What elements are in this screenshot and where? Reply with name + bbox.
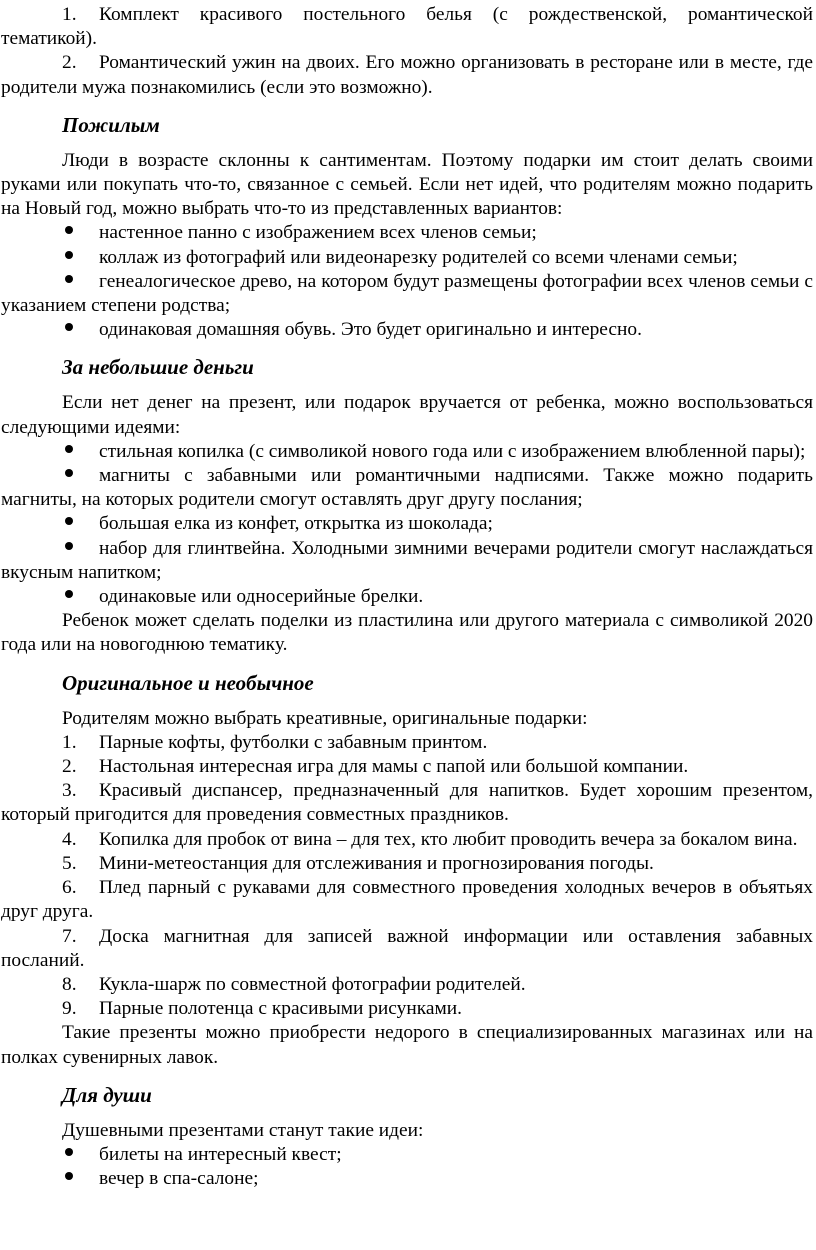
list-text: Комплект красивого постельного белья (с рождественской, романтической тематикой). [1,4,813,50]
list-text: Плед парный с рукавами для совместного проведения холодных вечеров в объятьях друг друга. [1,877,813,923]
list-text: Романтический ужин на двоих. Его можно организовать в ресторане или в месте, где родители мужа познакомились (если это возможно). [1,52,813,98]
list-text: Парные кофты, футболки с забавным принтом. [99,731,488,753]
top-list-item [1,51,813,99]
bullet-text: вечер в спа-салоне; [99,1168,259,1190]
bullet-text: одинаковая домашняя обувь. Это будет оригинально и интересно. [99,319,642,341]
list-number: 4. [62,828,77,850]
bullet-item [1,585,813,609]
bullet-text: большая елка из конфет, открытка из шоколада; [99,513,493,535]
numbered-item [1,925,813,973]
list-number: 3. [62,780,77,802]
list-number: 5. [62,852,77,874]
list-text: Мини-метеостанция для отслеживания и прогнозирования погоды. [99,852,654,874]
list-number: 1. [62,4,77,25]
list-text: Кукла-шарж по совместной фотографии родителей. [99,973,526,995]
bullet-item [1,537,813,585]
list-number: 9. [62,998,77,1020]
list-text: Копилка для пробок от вина – для тех, кто любит проводить вечера за бокалом вина. [99,828,798,850]
list-number: 8. [62,973,77,995]
list-number: 2. [62,52,77,74]
list-text: Доска магнитная для записей важной информации или оставления забавных посланий. [1,925,813,971]
section-heading-elderly: Пожилым [62,112,160,137]
section-outro: Такие презенты можно приобрести недорого в специализированных магазинах или на полках сувенирных лавок. [1,1022,813,1068]
section-outro: Ребенок может сделать поделки из пластилина или другого материала с символикой 2020 года или на новогоднюю тематику. [1,610,813,656]
bullet-item [1,1167,813,1191]
numbered-item [1,828,813,852]
numbered-item [1,731,813,755]
section-intro: Люди в возрасте склонны к сантиментам. Поэтому подарки им стоит делать своими руками или покупать что-то, связанное с семьей. Если нет идей, что родителям можно подарить на Новый год, можно выбрать что-то из представленных вариантов: [1,149,813,220]
bullet-text: одинаковые или односерийные брелки. [99,586,424,608]
bullet-item [1,440,813,464]
section-heading-cheap: За небольшие деньги [62,355,254,380]
top-list-item [1,3,813,51]
bullet-item [1,464,813,512]
bullet-item [1,270,813,318]
list-text: Красивый диспансер, предназначенный для напитков. Будет хорошим презентом, который пригодится для проведения совместных праздников. [1,780,813,826]
bullet-text: настенное панно с изображением всех членов семьи; [99,222,537,244]
bullet-text: генеалогическое древо, на котором будут размещены фотографии всех членов семьи с указанием степени родства; [1,270,813,317]
section-heading-original: Оригинальное и необычное [62,670,314,695]
bullet-item [1,1143,813,1167]
bullet-text: магниты с забавными или романтичными надписями. Также можно подарить магниты, на которых родители смогут оставлять друг другу послания; [1,465,813,511]
section-heading-soul: Для души [62,1082,152,1107]
list-text: Настольная интересная игра для мамы с папой или большой компании. [99,756,689,778]
bullet-item [1,246,813,270]
list-number: 6. [62,877,77,899]
list-number: 1. [62,731,77,753]
numbered-item [1,997,813,1021]
bullet-item [1,512,813,536]
list-text: Парные полотенца с красивыми рисунками. [99,998,462,1020]
bullet-text: коллаж из фотографий или видеонарезку родителей со всеми членами семьи; [99,246,738,268]
section-intro: Душевными презентами станут такие идеи: [62,1119,424,1141]
bullet-text: набор для глинтвейна. Холодными зимними вечерами родители смогут наслаждаться вкусным напитком; [1,537,813,583]
numbered-item [1,779,813,827]
section-intro: Если нет денег на презент, или подарок вручается от ребенка, можно воспользоваться следующими идеями: [1,392,813,438]
numbered-item [1,973,813,997]
list-number: 2. [62,756,77,778]
list-number: 7. [62,925,77,947]
section-intro: Родителям можно выбрать креативные, оригинальные подарки: [62,707,588,729]
numbered-item [1,755,813,779]
numbered-item [1,852,813,876]
bullet-text: билеты на интересный квест; [99,1143,342,1165]
numbered-item [1,876,813,924]
bullet-item [1,318,813,342]
bullet-text: стильная копилка (с символикой нового года или с изображением влюбленной пары); [99,440,806,462]
bullet-item [1,221,813,245]
